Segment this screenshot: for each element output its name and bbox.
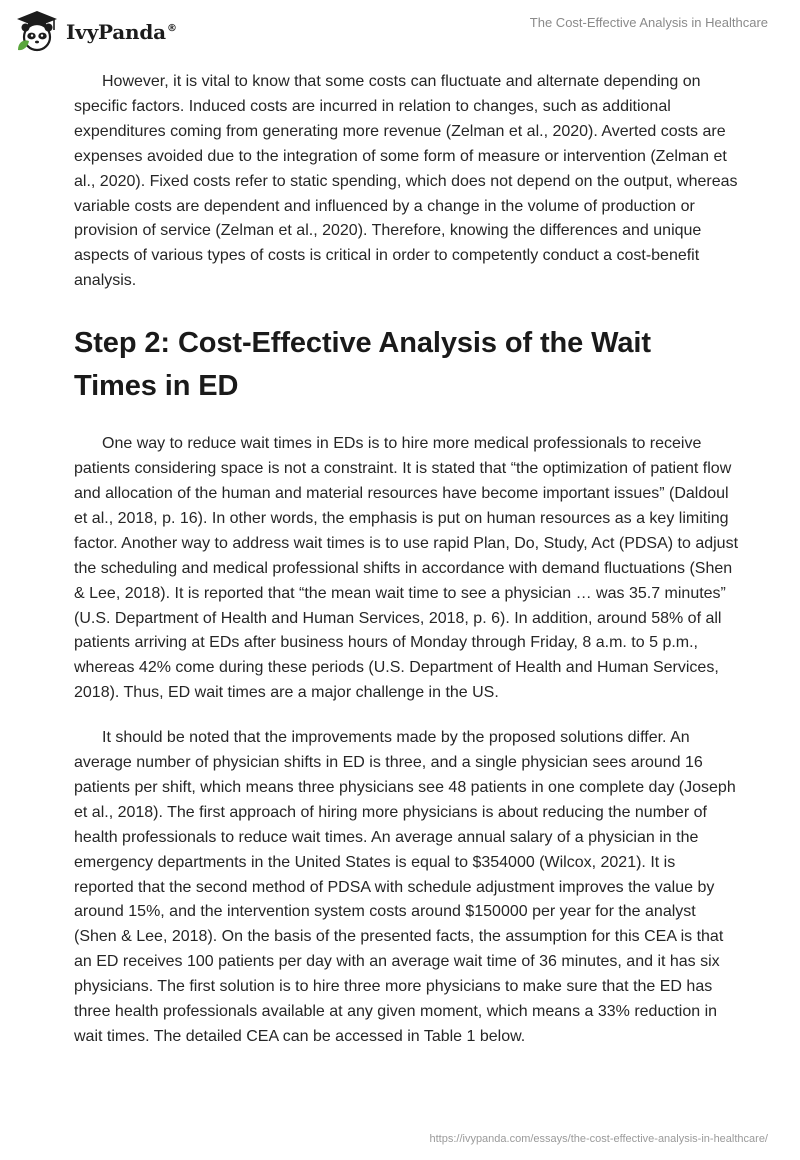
brand-name: IvyPanda® [66,20,177,44]
document-title: The Cost-Effective Analysis in Healthcare [529,15,768,30]
source-url-link[interactable]: https://ivypanda.com/essays/the-cost-effective-analysis-in-healthcare/ [429,1133,768,1145]
page-header [0,0,800,60]
registered-mark: ® [166,23,177,35]
panda-graduate-icon [14,8,60,54]
section-heading: Step 2: Cost-Effective Analysis of the Wait Times in ED [74,327,651,403]
essay-content [74,70,738,1070]
paragraph-wait-times: One way to reduce wait times in EDs is to hire more medical professionals to receive patients considering space is not a constraint. It is stated that “the optimization of patient flow and allocation of the human and material resources have become important issues” (Daldoul et al., 2018, p. 16). In other words, the emphasis is put on human resources as a key limiting factor. Another way to address wait times is to use rapid Plan, Do, Study, Act (PDSA) to adjust the scheduling and medical professional shifts in accordance with demand fluctuations (Shen & Lee, 2018). It is reported that “the mean wait time to see a physician … was 35.7 minutes” (U.S. Department of Health and Human Services, 2018, p. 6). In addition, around 58% of all patients arriving at EDs after business hours of Monday through Friday, 8 a.m. to 5 p.m., whereas 42% come during these periods (U.S. Department of Health and Human Services, 2018). Thus, ED wait times are a major challenge in the US. [74,435,739,702]
paragraph-solutions: It should be noted that the improvements made by the proposed solutions differ. An average number of physician shifts in ED is three, and a single physician sees around 16 patients per shift, which means three physicians see 48 patients in one complete day (Joseph et al., 2018). The first approach of hiring more physicians is about reducing the number of health professionals to reduce wait times. An average annual salary of a physician in the emergency departments in the United States is equal to $354000 (Wilcox, 2021). It is reported that the second method of PDSA with schedule adjustment improves the value by around 15%, and the intervention system costs around $150000 per year for the analyst (Shen & Lee, 2018). On the basis of the presented facts, the assumption for this CEA is that an ED receives 100 patients per day with an average wait time of 36 minutes, and it has six physicians. The first solution is to hire three more physicians to make sure that the ED has three health professionals available at any given moment, which means a 33% reduction in wait times. The detailed CEA can be accessed in Table 1 below. [74,729,736,1045]
paragraph-costs: However, it is vital to know that some costs can fluctuate and alternate depending on specific factors. Induced costs are incurred in relation to changes, such as additional expenditures coming from generating more revenue (Zelman et al., 2020). Averted costs are expenses avoided due to the integration of some form of measure or intervention (Zelman et al., 2020). Fixed costs refer to static spending, which does not depend on the output, whereas variable costs are dependent and influenced by a change in the volume of production or provision of service (Zelman et al., 2020). Therefore, knowing the differences and unique aspects of various types of costs is critical in order to competently conduct a cost-benefit analysis. [74,73,738,290]
ivypanda-logo[interactable] [14,8,177,54]
